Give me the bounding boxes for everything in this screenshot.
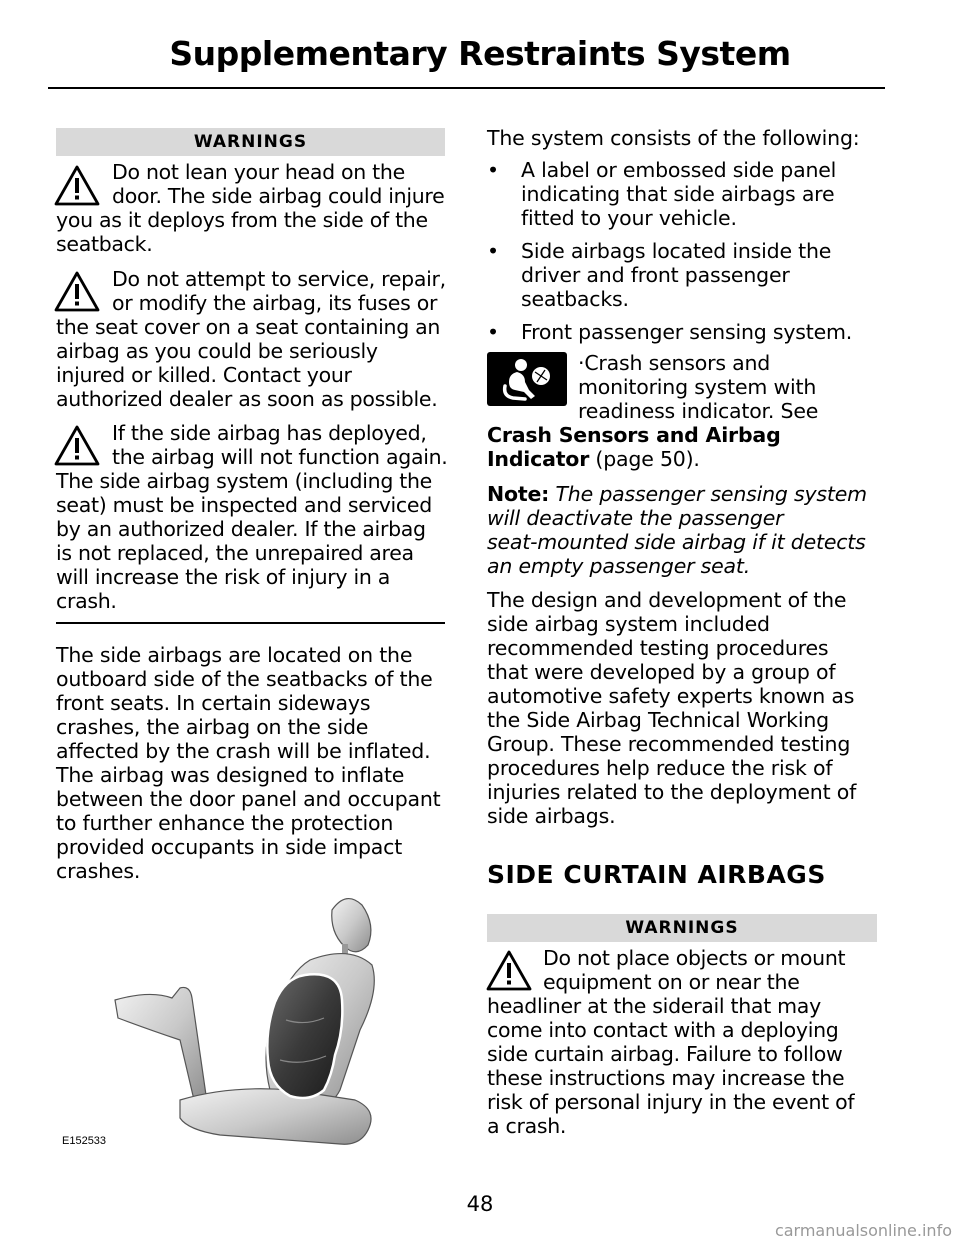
list-item-line: Side airbags located inside the: [521, 239, 832, 263]
paragraph-line: the Side Airbag Technical Working: [487, 708, 829, 732]
note-line: The passenger sensing system: [555, 482, 867, 506]
system-bullet-list: [487, 158, 887, 353]
list-item-line: driver and front passenger: [521, 263, 790, 287]
warning-3-line: will increase the risk of injury in a: [56, 565, 391, 589]
paragraph-line: The side airbags are located on the: [56, 643, 413, 667]
paragraph-line: Group. These recommended testing: [487, 732, 851, 756]
warning-2-line: the seat cover on a seat containing an: [56, 315, 441, 339]
note-line: an empty passenger seat.: [487, 554, 751, 578]
warning-3-line: is not replaced, the unrepaired area: [56, 541, 414, 565]
note-line: will deactivate the passenger: [487, 506, 784, 530]
paragraph-line: outboard side of the seatbacks of the: [56, 667, 433, 691]
paragraph-line: recommended testing procedures: [487, 636, 829, 660]
warning-2-line: airbag as you could be seriously: [56, 339, 378, 363]
paragraph-line: injuries related to the deployment of: [487, 780, 857, 804]
paragraph-line: front seats. In certain sideways: [56, 691, 371, 715]
bullet-icon: •: [487, 158, 499, 182]
curtain-warning-line: side curtain airbag. Failure to follow: [487, 1042, 843, 1066]
page-number: 48: [466, 1192, 494, 1216]
curtain-warning-line: these instructions may increase the: [487, 1066, 845, 1090]
warnings-heading-left: WARNINGS: [56, 128, 445, 156]
note-label: Note:: [487, 482, 550, 506]
warning-3-line: The side airbag system (including the: [56, 469, 432, 493]
curtain-warning-line: a crash.: [487, 1114, 567, 1138]
paragraph-line: to further enhance the protection: [56, 811, 394, 835]
indicator-line: readiness indicator. See: [578, 399, 819, 423]
warning-3-line: seat) must be inspected and serviced: [56, 493, 432, 517]
indicator-line: ·Crash sensors and: [578, 351, 771, 375]
system-intro: The system consists of the following:: [487, 126, 860, 150]
list-item: [487, 158, 887, 230]
paragraph-line: side airbags.: [487, 804, 616, 828]
list-item-line: indicating that side airbags are: [521, 182, 835, 206]
paragraph-line: The airbag was designed to inflate: [56, 763, 405, 787]
warning-2-line: authorized dealer as soon as possible.: [56, 387, 438, 411]
paragraph-line: between the door panel and occupant: [56, 787, 441, 811]
crash-sensors-link[interactable]: Crash Sensors and Airbag: [487, 423, 781, 447]
page-title: Supplementary Restraints System: [169, 34, 791, 73]
indicator-line: monitoring system with: [578, 375, 817, 399]
list-item: [487, 320, 887, 344]
list-item-line: A label or embossed side panel: [521, 158, 837, 182]
paragraph-line: procedures help reduce the risk of: [487, 756, 833, 780]
warning-3-line: the airbag will not function again.: [112, 445, 448, 469]
note-line: seat-mounted side airbag if it detects: [487, 530, 866, 554]
figure-label: E152533: [62, 1135, 107, 1147]
curtain-warning-line: come into contact with a deploying: [487, 1018, 839, 1042]
warning-1-line: seatback.: [56, 232, 153, 256]
curtain-warning-line: risk of personal injury in the event of: [487, 1090, 855, 1114]
warnings-heading-right: WARNINGS: [487, 914, 877, 942]
warning-1-line: Do not lean your head on the: [112, 160, 405, 184]
list-item-line: Front passenger sensing system.: [521, 320, 853, 344]
note-block: [487, 482, 887, 578]
paragraph-line: The design and development of the: [487, 588, 847, 612]
warning-3-line: by an authorized dealer. If the airbag: [56, 517, 426, 541]
warning-2-line: or modify the airbag, its fuses or: [112, 291, 438, 315]
crash-sensors-link[interactable]: Indicator: [487, 447, 590, 471]
curtain-warning-line: headliner at the siderail that may: [487, 994, 821, 1018]
warning-3-line: If the side airbag has deployed,: [112, 421, 427, 445]
side-airbag-seat-illustration: [110, 890, 400, 1152]
warning-1-line: you as it deploys from the side of the: [56, 208, 428, 232]
bullet-icon: •: [487, 320, 499, 344]
title-divider: [48, 87, 885, 89]
warning-1-line: door. The side airbag could injure: [112, 184, 445, 208]
list-item: [487, 239, 887, 311]
list-item-line: seatbacks.: [521, 287, 629, 311]
warning-1: [56, 160, 451, 256]
paragraph-line: side airbag system included: [487, 612, 770, 636]
paragraph-line: that were developed by a group of: [487, 660, 836, 684]
indicator-text: [487, 351, 887, 471]
warning-2: [56, 267, 451, 411]
warnings-end-divider: [56, 622, 445, 624]
curtain-warning-line: Do not place objects or mount: [543, 946, 846, 970]
warning-2-line: injured or killed. Contact your: [56, 363, 352, 387]
paragraph-line: crashes, the airbag on the side: [56, 715, 369, 739]
page-reference: (page 50).: [589, 447, 700, 471]
warning-3: [56, 421, 451, 613]
curtain-warning: [487, 946, 887, 1138]
bullet-icon: •: [487, 239, 499, 263]
paragraph-line: automotive safety experts known as: [487, 684, 855, 708]
side-airbag-description: [56, 643, 451, 883]
paragraph-line: crashes.: [56, 859, 141, 883]
paragraph-line: affected by the crash will be inflated.: [56, 739, 431, 763]
list-item-line: fitted to your vehicle.: [521, 206, 737, 230]
warning-3-line: crash.: [56, 589, 117, 613]
section-heading: SIDE CURTAIN AIRBAGS: [487, 860, 826, 889]
watermark: carmanualsonline.info: [774, 1221, 952, 1240]
warning-2-line: Do not attempt to service, repair,: [112, 267, 446, 291]
design-paragraph: [487, 588, 887, 828]
curtain-warning-line: equipment on or near the: [543, 970, 800, 994]
paragraph-line: provided occupants in side impact: [56, 835, 403, 859]
